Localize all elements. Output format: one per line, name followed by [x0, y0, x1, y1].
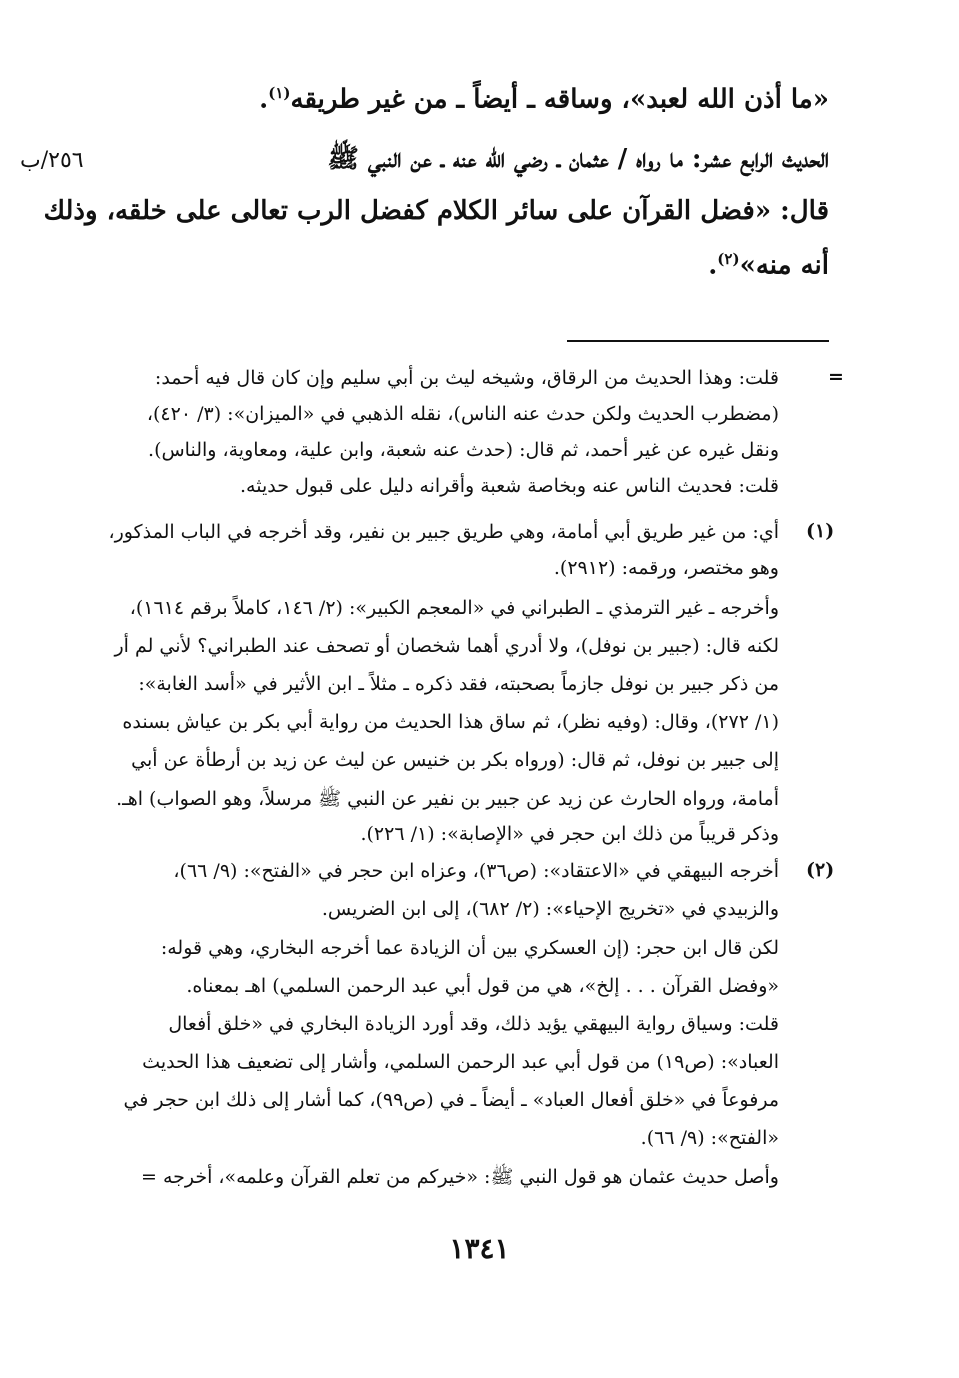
footnote-2-marker: (٢): [806, 859, 835, 881]
main-text-line-3: [44, 196, 829, 226]
footnote-cont-line: قلت: فحديث الناس عنه وبخاصة شعبة وأقرانه دليل على قبول حديثه.: [240, 475, 779, 497]
main-text-line-1-text: «ما أذن الله لعبد»، وساقه ـ أيضاً ـ من غير طريقه: [290, 84, 829, 115]
main-text-line-1: [259, 84, 829, 115]
footnote-ref-2: (٢): [717, 250, 740, 268]
continuation-marker: =: [828, 366, 844, 388]
footnote-cont-line: (مضطرب الحديث ولكن حدث عنه الناس)، نقله الذهبي في «الميزان»: (٣/ ٤٢٠)،: [146, 403, 779, 425]
main-text-line-1-end: .: [259, 84, 269, 115]
main-text-line-4: [708, 250, 829, 281]
footnote-1-line: (١/ ٢٧٢)، وقال: (وفيه نظر)، ثم ساق هذا الحديث من رواية أبي بكر بن عياش بسنده: [122, 711, 779, 733]
main-text-line-4-text: أنه منه»: [739, 250, 829, 281]
footnote-1-line: من ذكر جبير بن نوفل جازماً بصحبته، فقد ذكره ـ مثلاً ـ ابن الأثير في «أسد الغابة»:: [138, 673, 779, 695]
footnote-ref-1: (١): [268, 84, 291, 102]
footnote-1-line: أي: من غير طريق أبي أمامة، وهي طريق جبير بن نفير، وقد أخرجه في الباب المذكور،: [108, 521, 779, 543]
footnote-1-line: أمامة، ورواه الحارث عن زيد عن جبير بن نفير عن النبي ﷺ مرسلاً، وهو الصواب) اهـ.: [116, 788, 779, 810]
footnote-1-line: لكنه قال: (جبير بن نوفل)، ولا أدري أهما شخصان أو تصحف عند الطبراني؟ لأني لم أر: [114, 635, 779, 657]
footnote-cont-line: قلت: وهذا الحديث من الرقاق، وشيخه ليث بن أبي سليم وإن كان قال فيه أحمد:: [154, 367, 779, 389]
footnote-2-line: أخرجه البيهقي في «الاعتقاد»: (ص٣٦)، وعزاه ابن حجر في «الفتح»: (٩/ ٦٦)،: [173, 860, 779, 882]
main-text-line-2-text: الحديث الرابع عشر: ما رواه / عثمان ـ رضي الله عنه ـ عن النبي ﷺ: [327, 144, 829, 174]
main-text-line-2: [327, 142, 829, 180]
footnote-1-marker: (١): [806, 520, 835, 542]
footnote-2-line: «وفضل القرآن . . . إلخ»، هي من قول أبي عبد الرحمن السلمي) اهـ بمعناه.: [186, 975, 779, 997]
main-text-line-3-text: قال: «فضل القرآن على سائر الكلام كفضل الرب تعالى على خلقه، وذلك: [43, 196, 829, 226]
footnote-cont-line: ونقل غيره عن غير أحمد، ثم قال: (حدث عنه شعبة، وابن علية، ومعاوية، والناس).: [148, 439, 779, 461]
page-number: ١٣٤١: [449, 1232, 510, 1265]
footnote-2-line: «الفتح»: (٩/ ٦٦).: [640, 1127, 779, 1149]
manuscript-folio-note: ٢٥٦/ب: [20, 148, 84, 173]
main-text-line-4-end: .: [708, 250, 718, 281]
footnote-2-line: لكن قال ابن حجر: (إن العسكري بين أن الزيادة عما أخرجه البخاري، وهي قوله:: [160, 937, 779, 959]
footnote-2-line: قلت: وسياق رواية البيهقي يؤيد ذلك، وقد أورد الزيادة البخاري في «خلق أفعال: [168, 1013, 779, 1035]
footnote-1-line: إلى جبير بن نوفل، ثم قال: (ورواه بكر بن خنيس عن ليث عن زيد بن أرطأة عن أبي: [131, 749, 779, 771]
footnote-1-line: وأخرجه ـ غير الترمذي ـ الطبراني في «المعجم الكبير»: (٢/ ١٤٦، كاملاً برقم ١٦١٤)،: [129, 597, 779, 619]
footnote-2-line: والزبيدي في «تخريج الإحياء»: (٢/ ٦٨٢)، إلى ابن الضريس.: [321, 898, 779, 920]
footnote-1-line: وهو مختصر، ورقمه: (٢٩١٢).: [553, 557, 779, 579]
footnote-2-line: مرفوعاً في «خلق أفعال العباد» ـ أيضاً ـ في (ص٩٩)، كما أشار إلى ذلك ابن حجر في: [123, 1089, 779, 1111]
footnote-1-line: وذكر قريباً من ذلك ابن حجر في «الإصابة»: (١/ ٢٢٦).: [360, 823, 779, 845]
footnote-2-line: العباد»: (ص١٩) من قول أبي عبد الرحمن السلمي، وأشار إلى تضعيف هذا الحديث: [142, 1051, 779, 1073]
footnote-separator: [567, 340, 829, 342]
footnote-2-line: وأصل حديث عثمان هو قول النبي ﷺ: «خيركم من تعلم القرآن وعلمه»، أخرجه =: [140, 1166, 779, 1188]
